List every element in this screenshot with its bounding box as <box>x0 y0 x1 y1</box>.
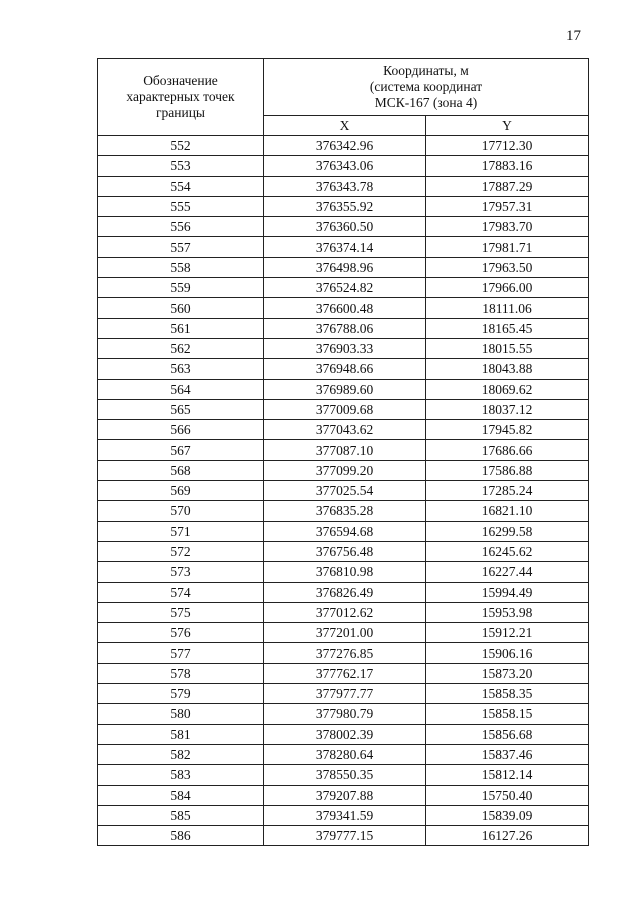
cell-y: 17686.66 <box>426 440 589 460</box>
cell-y: 17883.16 <box>426 156 589 176</box>
cell-point: 583 <box>98 765 264 785</box>
header-coords-line: МСК-167 (зона 4) <box>374 95 478 110</box>
table-header <box>98 59 589 136</box>
table-row <box>98 420 589 440</box>
cell-y: 17945.82 <box>426 420 589 440</box>
table-row <box>98 460 589 480</box>
cell-x: 377980.79 <box>264 704 426 724</box>
cell-y: 15858.15 <box>426 704 589 724</box>
cell-x: 377201.00 <box>264 623 426 643</box>
cell-point: 575 <box>98 602 264 622</box>
cell-x: 376756.48 <box>264 541 426 561</box>
table-row <box>98 501 589 521</box>
cell-point: 574 <box>98 582 264 602</box>
cell-x: 376594.68 <box>264 521 426 541</box>
cell-y: 17285.24 <box>426 481 589 501</box>
header-point-designation <box>98 59 264 136</box>
header-coords-line: (система координат <box>369 79 483 94</box>
cell-point: 572 <box>98 541 264 561</box>
cell-x: 376600.48 <box>264 298 426 318</box>
cell-y: 17586.88 <box>426 460 589 480</box>
cell-point: 570 <box>98 501 264 521</box>
table-row <box>98 298 589 318</box>
table-row <box>98 663 589 683</box>
header-coords-line: Координаты, м <box>383 63 469 78</box>
table-row <box>98 338 589 358</box>
cell-point: 571 <box>98 521 264 541</box>
cell-point: 573 <box>98 562 264 582</box>
table-row <box>98 379 589 399</box>
cell-y: 17966.00 <box>426 278 589 298</box>
cell-x: 376810.98 <box>264 562 426 582</box>
cell-x: 376788.06 <box>264 318 426 338</box>
cell-point: 568 <box>98 460 264 480</box>
cell-y: 15839.09 <box>426 805 589 825</box>
cell-x: 377977.77 <box>264 684 426 704</box>
table-row <box>98 399 589 419</box>
cell-point: 586 <box>98 826 264 846</box>
table-row <box>98 237 589 257</box>
cell-x: 379341.59 <box>264 805 426 825</box>
cell-y: 15858.35 <box>426 684 589 704</box>
cell-y: 15953.98 <box>426 602 589 622</box>
cell-point: 560 <box>98 298 264 318</box>
cell-point: 576 <box>98 623 264 643</box>
cell-point: 562 <box>98 338 264 358</box>
cell-y: 16245.62 <box>426 541 589 561</box>
cell-point: 566 <box>98 420 264 440</box>
cell-x: 378280.64 <box>264 744 426 764</box>
table-row <box>98 521 589 541</box>
cell-y: 15812.14 <box>426 765 589 785</box>
cell-x: 377043.62 <box>264 420 426 440</box>
cell-x: 376360.50 <box>264 217 426 237</box>
table-row <box>98 805 589 825</box>
table-row <box>98 136 589 156</box>
cell-point: 581 <box>98 724 264 744</box>
cell-x: 376835.28 <box>264 501 426 521</box>
cell-y: 18069.62 <box>426 379 589 399</box>
cell-x: 376342.96 <box>264 136 426 156</box>
cell-point: 579 <box>98 684 264 704</box>
cell-point: 557 <box>98 237 264 257</box>
cell-point: 556 <box>98 217 264 237</box>
header-x: X <box>264 116 426 136</box>
cell-point: 584 <box>98 785 264 805</box>
cell-y: 15912.21 <box>426 623 589 643</box>
cell-x: 377276.85 <box>264 643 426 663</box>
table-row <box>98 217 589 237</box>
table-row <box>98 257 589 277</box>
cell-y: 15873.20 <box>426 663 589 683</box>
cell-y: 15906.16 <box>426 643 589 663</box>
table-row <box>98 156 589 176</box>
cell-point: 553 <box>98 156 264 176</box>
cell-point: 569 <box>98 481 264 501</box>
cell-point: 567 <box>98 440 264 460</box>
table-row <box>98 481 589 501</box>
cell-y: 18037.12 <box>426 399 589 419</box>
cell-y: 16127.26 <box>426 826 589 846</box>
header-coordinates <box>264 59 589 116</box>
cell-point: 554 <box>98 176 264 196</box>
table-row <box>98 278 589 298</box>
cell-x: 376948.66 <box>264 359 426 379</box>
cell-x: 376343.78 <box>264 176 426 196</box>
cell-y: 15994.49 <box>426 582 589 602</box>
table-row <box>98 744 589 764</box>
cell-y: 17983.70 <box>426 217 589 237</box>
header-point-line: границы <box>155 105 206 120</box>
cell-point: 564 <box>98 379 264 399</box>
cell-y: 15750.40 <box>426 785 589 805</box>
cell-x: 376903.33 <box>264 338 426 358</box>
cell-y: 15837.46 <box>426 744 589 764</box>
cell-x: 378550.35 <box>264 765 426 785</box>
table-body <box>98 136 589 846</box>
cell-x: 379207.88 <box>264 785 426 805</box>
cell-y: 18111.06 <box>426 298 589 318</box>
cell-point: 578 <box>98 663 264 683</box>
table-row <box>98 318 589 338</box>
cell-x: 376355.92 <box>264 196 426 216</box>
cell-x: 377025.54 <box>264 481 426 501</box>
cell-x: 376524.82 <box>264 278 426 298</box>
table-row <box>98 440 589 460</box>
table-row <box>98 826 589 846</box>
cell-point: 563 <box>98 359 264 379</box>
table-row <box>98 643 589 663</box>
table-row <box>98 541 589 561</box>
table-row <box>98 724 589 744</box>
header-y: Y <box>426 116 589 136</box>
table-row <box>98 176 589 196</box>
table-row <box>98 765 589 785</box>
cell-x: 376374.14 <box>264 237 426 257</box>
cell-point: 561 <box>98 318 264 338</box>
cell-point: 565 <box>98 399 264 419</box>
cell-x: 377009.68 <box>264 399 426 419</box>
table-row <box>98 785 589 805</box>
cell-y: 18043.88 <box>426 359 589 379</box>
cell-point: 585 <box>98 805 264 825</box>
table-row <box>98 684 589 704</box>
table-row <box>98 359 589 379</box>
cell-y: 16821.10 <box>426 501 589 521</box>
cell-y: 15856.68 <box>426 724 589 744</box>
cell-x: 377099.20 <box>264 460 426 480</box>
cell-y: 17712.30 <box>426 136 589 156</box>
table-row <box>98 602 589 622</box>
cell-y: 16299.58 <box>426 521 589 541</box>
cell-x: 376343.06 <box>264 156 426 176</box>
cell-x: 376826.49 <box>264 582 426 602</box>
cell-y: 18015.55 <box>426 338 589 358</box>
cell-point: 559 <box>98 278 264 298</box>
cell-point: 580 <box>98 704 264 724</box>
header-point-line: Обозначение <box>143 73 218 88</box>
table-row <box>98 562 589 582</box>
table-row <box>98 582 589 602</box>
page-number: 17 <box>566 28 581 44</box>
cell-x: 377087.10 <box>264 440 426 460</box>
cell-x: 376989.60 <box>264 379 426 399</box>
cell-x: 378002.39 <box>264 724 426 744</box>
header-point-line: характерных точек <box>126 89 235 104</box>
table-row <box>98 704 589 724</box>
cell-x: 377762.17 <box>264 663 426 683</box>
coordinates-table <box>97 58 589 846</box>
cell-y: 16227.44 <box>426 562 589 582</box>
cell-y: 18165.45 <box>426 318 589 338</box>
cell-y: 17957.31 <box>426 196 589 216</box>
table-row <box>98 623 589 643</box>
table-row <box>98 196 589 216</box>
cell-x: 377012.62 <box>264 602 426 622</box>
cell-point: 577 <box>98 643 264 663</box>
cell-x: 379777.15 <box>264 826 426 846</box>
cell-point: 582 <box>98 744 264 764</box>
cell-point: 555 <box>98 196 264 216</box>
cell-y: 17887.29 <box>426 176 589 196</box>
cell-point: 552 <box>98 136 264 156</box>
cell-y: 17981.71 <box>426 237 589 257</box>
cell-y: 17963.50 <box>426 257 589 277</box>
cell-x: 376498.96 <box>264 257 426 277</box>
cell-point: 558 <box>98 257 264 277</box>
